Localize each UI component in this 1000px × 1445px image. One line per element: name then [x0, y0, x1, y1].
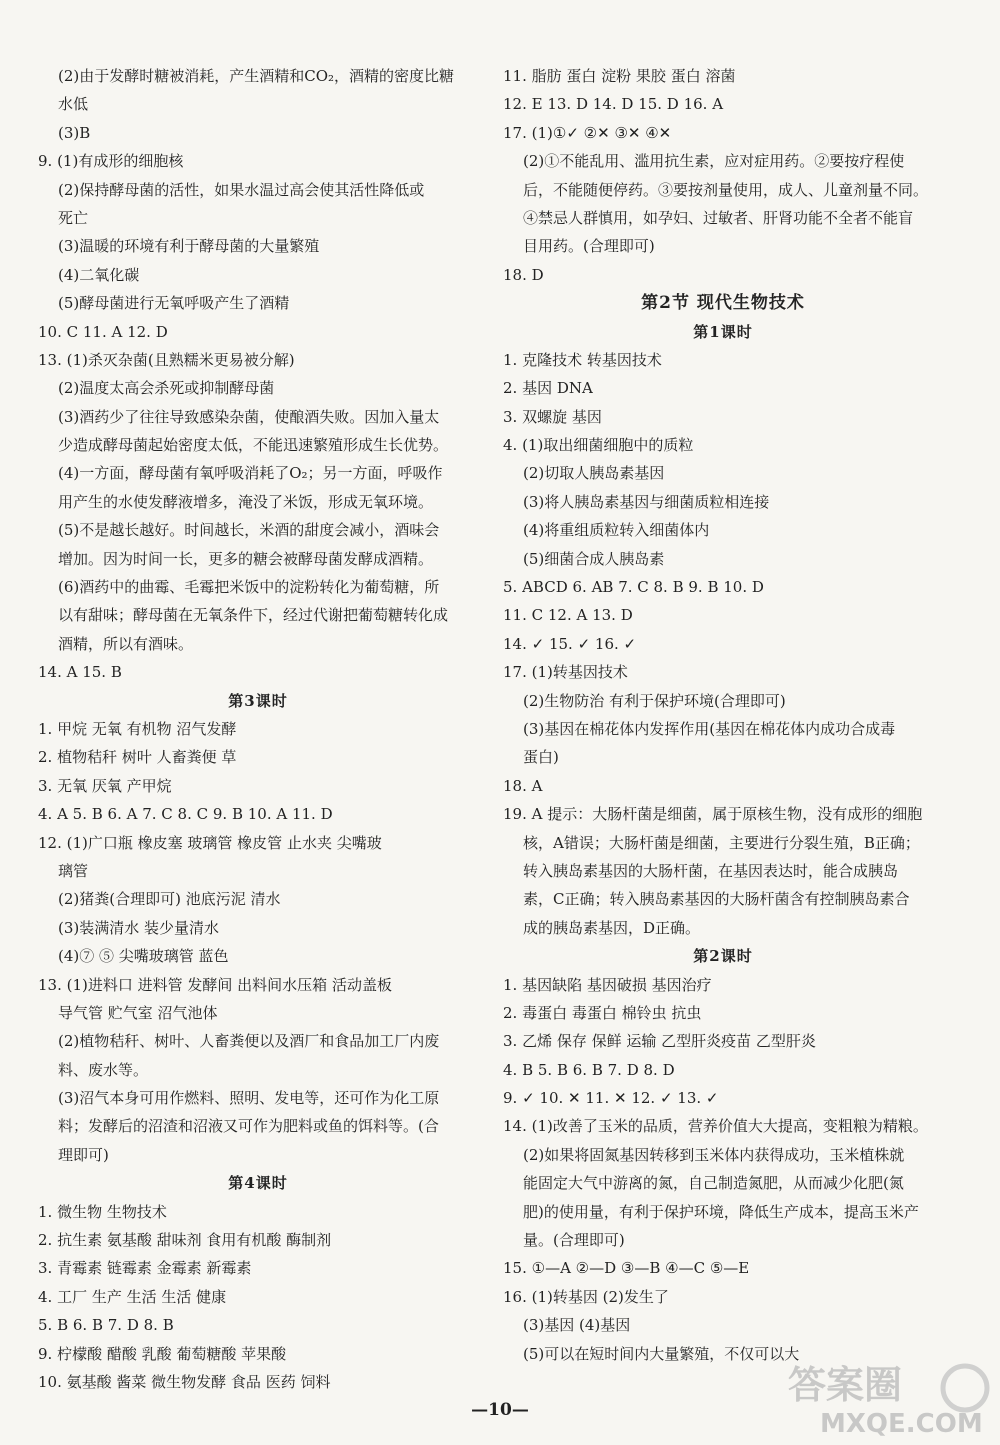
left-answer-line: (2)保持酵母菌的活性，如果水温过高会使其活性降低或 — [58, 180, 425, 199]
left-answer-line: 14. A 15. B — [38, 663, 122, 682]
right-answer-line: (2)如果将固氮基因转移到玉米体内获得成功，玉米植株就 — [523, 1145, 905, 1164]
left-answer-line: 13. (1)杀灭杂菌(且熟糯米更易被分解) — [38, 350, 295, 369]
left-answer-line: 少造成酵母菌起始密度太低，不能迅速繁殖形成生长优势。 — [58, 436, 449, 455]
left-answer-line: 璃管 — [58, 861, 89, 880]
left-answer-line: 用产生的水使发酵液增多，淹没了米饭，形成无氧环境。 — [58, 492, 434, 511]
right-answer-line: 9. ✓ 10. ✕ 11. ✕ 12. ✓ 13. ✓ — [503, 1089, 719, 1108]
right-answer-line: 核，A错误；大肠杆菌是细菌，主要进行分裂生殖，B正确； — [523, 833, 920, 852]
left-answer-line: 4. 工厂 生产 生活 生活 健康 — [38, 1287, 227, 1306]
left-answer-line: 9. (1)有成形的细胞核 — [38, 152, 184, 171]
left-answer-line: 2. 抗生素 氨基酸 甜味剂 食用有机酸 酶制剂 — [38, 1231, 332, 1250]
right-answer-line: 量。(合理即可) — [523, 1231, 625, 1250]
right-answer-line: 18. A — [503, 776, 543, 795]
left-answer-line: (4)一方面，酵母菌有氧呼吸消耗了O₂；另一方面，呼吸作 — [58, 464, 443, 483]
right-answer-line: 3. 乙烯 保存 保鲜 运输 乙型肝炎疫苗 乙型肝炎 — [503, 1032, 816, 1051]
right-answer-line: 成的胰岛素基因，D正确。 — [523, 918, 701, 937]
left-answer-line: 10. 氨基酸 酱菜 微生物发酵 食品 医药 饲料 — [38, 1372, 331, 1391]
right-answer-line: 11. 脂肪 蛋白 淀粉 果胶 蛋白 溶菌 — [503, 67, 736, 85]
right-answer-line: 蛋白) — [523, 748, 559, 767]
left-answer-line: (2)由于发酵时糖被消耗，产生酒精和CO₂，酒精的密度比糖 — [58, 67, 455, 85]
right-answer-line: (5)可以在短时间内大量繁殖，不仅可以大 — [523, 1344, 800, 1363]
right-answer-line: 肥)的使用量，有利于保护环境，降低生产成本，提高玉米产 — [523, 1202, 919, 1221]
left-answer-line: (2)植物秸秆、树叶、人畜粪便以及酒厂和食品加工厂内废 — [58, 1032, 440, 1051]
right-answer-line: 4. (1)取出细菌细胞中的质粒 — [503, 436, 694, 455]
left-answer-line: (3)B — [58, 123, 91, 142]
left-answer-line: (3)温暖的环境有利于酵母菌的大量繁殖 — [58, 237, 320, 256]
left-answer-line: 5. B 6. B 7. D 8. B — [38, 1316, 174, 1335]
left-section-heading: 第3课时 — [228, 691, 288, 710]
right-answer-line: (2)生物防治 有利于保护环境(合理即可) — [523, 691, 786, 710]
left-answer-line: 料、废水等。 — [58, 1060, 149, 1079]
left-answer-line: 料；发酵后的沼渣和沼液又可作为肥料或鱼的饵料等。(合 — [58, 1117, 439, 1136]
left-answer-line: 10. C 11. A 12. D — [38, 322, 168, 341]
right-answer-line: (3)将人胰岛素基因与细菌质粒相连接 — [523, 492, 770, 511]
right-answer-line: 19. A 提示：大肠杆菌是细菌，属于原核生物，没有成形的细胞 — [503, 805, 923, 824]
right-section-heading: 第2课时 — [693, 947, 753, 966]
right-answer-line: 17. (1)转基因技术 — [503, 663, 628, 682]
left-answer-line: 死亡 — [58, 208, 89, 227]
right-answer-line: 能固定大气中游离的氮，自己制造氮肥，从而减少化肥(氮 — [523, 1174, 904, 1193]
left-answer-line: (4)⑦ ⑤ 尖嘴玻璃管 蓝色 — [58, 947, 229, 966]
right-answer-line: 11. C 12. A 13. D — [503, 606, 633, 625]
left-answer-line: (5)不是越长越好。时间越长，米酒的甜度会减小，酒味会 — [58, 521, 440, 540]
left-column — [38, 62, 478, 1396]
right-answer-line: 17. (1)①✓ ②✕ ③✕ ④✕ — [503, 123, 672, 142]
right-answer-line: 1. 基因缺陷 基因破损 基因治疗 — [503, 975, 712, 994]
right-answer-line: (3)基因在棉花体内发挥作用(基因在棉花体内成功合成毒 — [523, 719, 896, 738]
left-section-heading: 第4课时 — [228, 1174, 288, 1193]
left-answer-line: (2)温度太高会杀死或抑制酵母菌 — [58, 379, 275, 398]
left-answer-line: 12. (1)广口瓶 橡皮塞 玻璃管 橡皮管 止水夹 尖嘴玻 — [38, 833, 382, 852]
right-answer-line: 素，C正确；转入胰岛素基因的大肠杆菌含有控制胰岛素合 — [523, 890, 910, 909]
left-answer-line: 1. 微生物 生物技术 — [38, 1202, 167, 1221]
right-answer-line: 后，不能随便停药。③要按剂量使用，成人、儿童剂量不同。 — [523, 180, 929, 199]
left-answer-line: 增加。因为时间一长，更多的糖会被酵母菌发酵成酒精。 — [58, 549, 434, 568]
right-answer-line: 14. (1)改善了玉米的品质，营养价值大大提高，变粗粮为精粮。 — [503, 1117, 928, 1136]
left-answer-line: 4. A 5. B 6. A 7. C 8. C 9. B 10. A 11. D — [38, 805, 333, 824]
right-answer-line: (3)基因 (4)基因 — [523, 1316, 631, 1335]
left-answer-line: 2. 植物秸秆 树叶 人畜粪便 草 — [38, 748, 237, 767]
right-answer-line: 3. 双螺旋 基因 — [503, 407, 602, 426]
page-number: —10— — [471, 1400, 529, 1420]
watermark-logo — [780, 1350, 995, 1440]
left-answer-line: 3. 无氧 厌氧 产甲烷 — [38, 776, 172, 795]
left-answer-line: (6)酒药中的曲霉、毛霉把米饭中的淀粉转化为葡萄糖，所 — [58, 578, 440, 597]
right-answer-line: (2)①不能乱用、滥用抗生素，应对症用药。②要按疗程使 — [523, 152, 905, 171]
left-answer-line: 水低 — [58, 95, 89, 114]
left-answer-line: (4)二氧化碳 — [58, 265, 140, 284]
left-answer-line: (3)酒药少了往往导致感染杂菌，使酿酒失败。因加入量太 — [58, 407, 440, 426]
left-answer-line: (2)猪粪(合理即可) 池底污泥 清水 — [58, 890, 281, 909]
right-answer-line: 12. E 13. D 14. D 15. D 16. A — [503, 95, 724, 114]
left-answer-line: 9. 柠檬酸 醋酸 乳酸 葡萄糖酸 苹果酸 — [38, 1344, 287, 1363]
right-answer-line: 16. (1)转基因 (2)发生了 — [503, 1287, 669, 1306]
right-answer-line: (4)将重组质粒转入细菌体内 — [523, 521, 710, 540]
left-answer-line: (5)酵母菌进行无氧呼吸产生了酒精 — [58, 294, 290, 313]
right-answer-line: 15. ①—A ②—D ③—B ④—C ⑤—E — [503, 1259, 750, 1278]
right-answer-line: 1. 克隆技术 转基因技术 — [503, 350, 662, 369]
right-section-heading: 第1课时 — [693, 322, 753, 341]
left-answer-line: 导气管 贮气室 沼气池体 — [58, 1003, 218, 1022]
left-answer-line: 以有甜味；酵母菌在无氧条件下，经过代谢把葡萄糖转化成 — [58, 606, 449, 625]
left-answer-line: 13. (1)进料口 进料管 发酵间 出料间水压箱 活动盖板 — [38, 975, 392, 994]
watermark-line2: MXQE.COM — [820, 1409, 983, 1439]
left-answer-line: (3)装满清水 装少量清水 — [58, 918, 220, 937]
right-answer-line: 2. 基因 DNA — [503, 379, 593, 398]
left-answer-line: 1. 甲烷 无氧 有机物 沼气发酵 — [38, 719, 237, 738]
right-answer-line: 4. B 5. B 6. B 7. D 8. D — [503, 1060, 675, 1079]
right-answer-line: 18. D — [503, 265, 544, 284]
left-answer-line: 3. 青霉素 链霉素 金霉素 新霉素 — [38, 1259, 252, 1278]
right-answer-line: 14. ✓ 15. ✓ 16. ✓ — [503, 634, 637, 653]
right-answer-line: 转入胰岛素基因的大肠杆菌，在基因表达时，能合成胰岛 — [523, 861, 899, 880]
right-answer-line: 5. ABCD 6. AB 7. C 8. B 9. B 10. D — [503, 578, 764, 597]
right-section-heading: 第2节 现代生物技术 — [641, 293, 805, 314]
left-answer-line: 理即可) — [58, 1145, 109, 1164]
right-answer-line: (5)细菌合成人胰岛素 — [523, 549, 665, 568]
right-answer-line: (2)切取人胰岛素基因 — [523, 464, 665, 483]
right-answer-line: ④禁忌人群慎用，如孕妇、过敏者、肝肾功能不全者不能盲 — [523, 208, 914, 227]
right-column — [503, 62, 943, 1368]
right-answer-line: 2. 毒蛋白 毒蛋白 棉铃虫 抗虫 — [503, 1003, 702, 1022]
left-answer-line: (3)沼气本身可用作燃料、照明、发电等，还可作为化工原 — [58, 1089, 440, 1108]
right-answer-line: 目用药。(合理即可) — [523, 237, 655, 256]
left-answer-line: 酒精，所以有酒味。 — [58, 634, 194, 653]
watermark-line1: 答案圈 — [788, 1363, 903, 1407]
